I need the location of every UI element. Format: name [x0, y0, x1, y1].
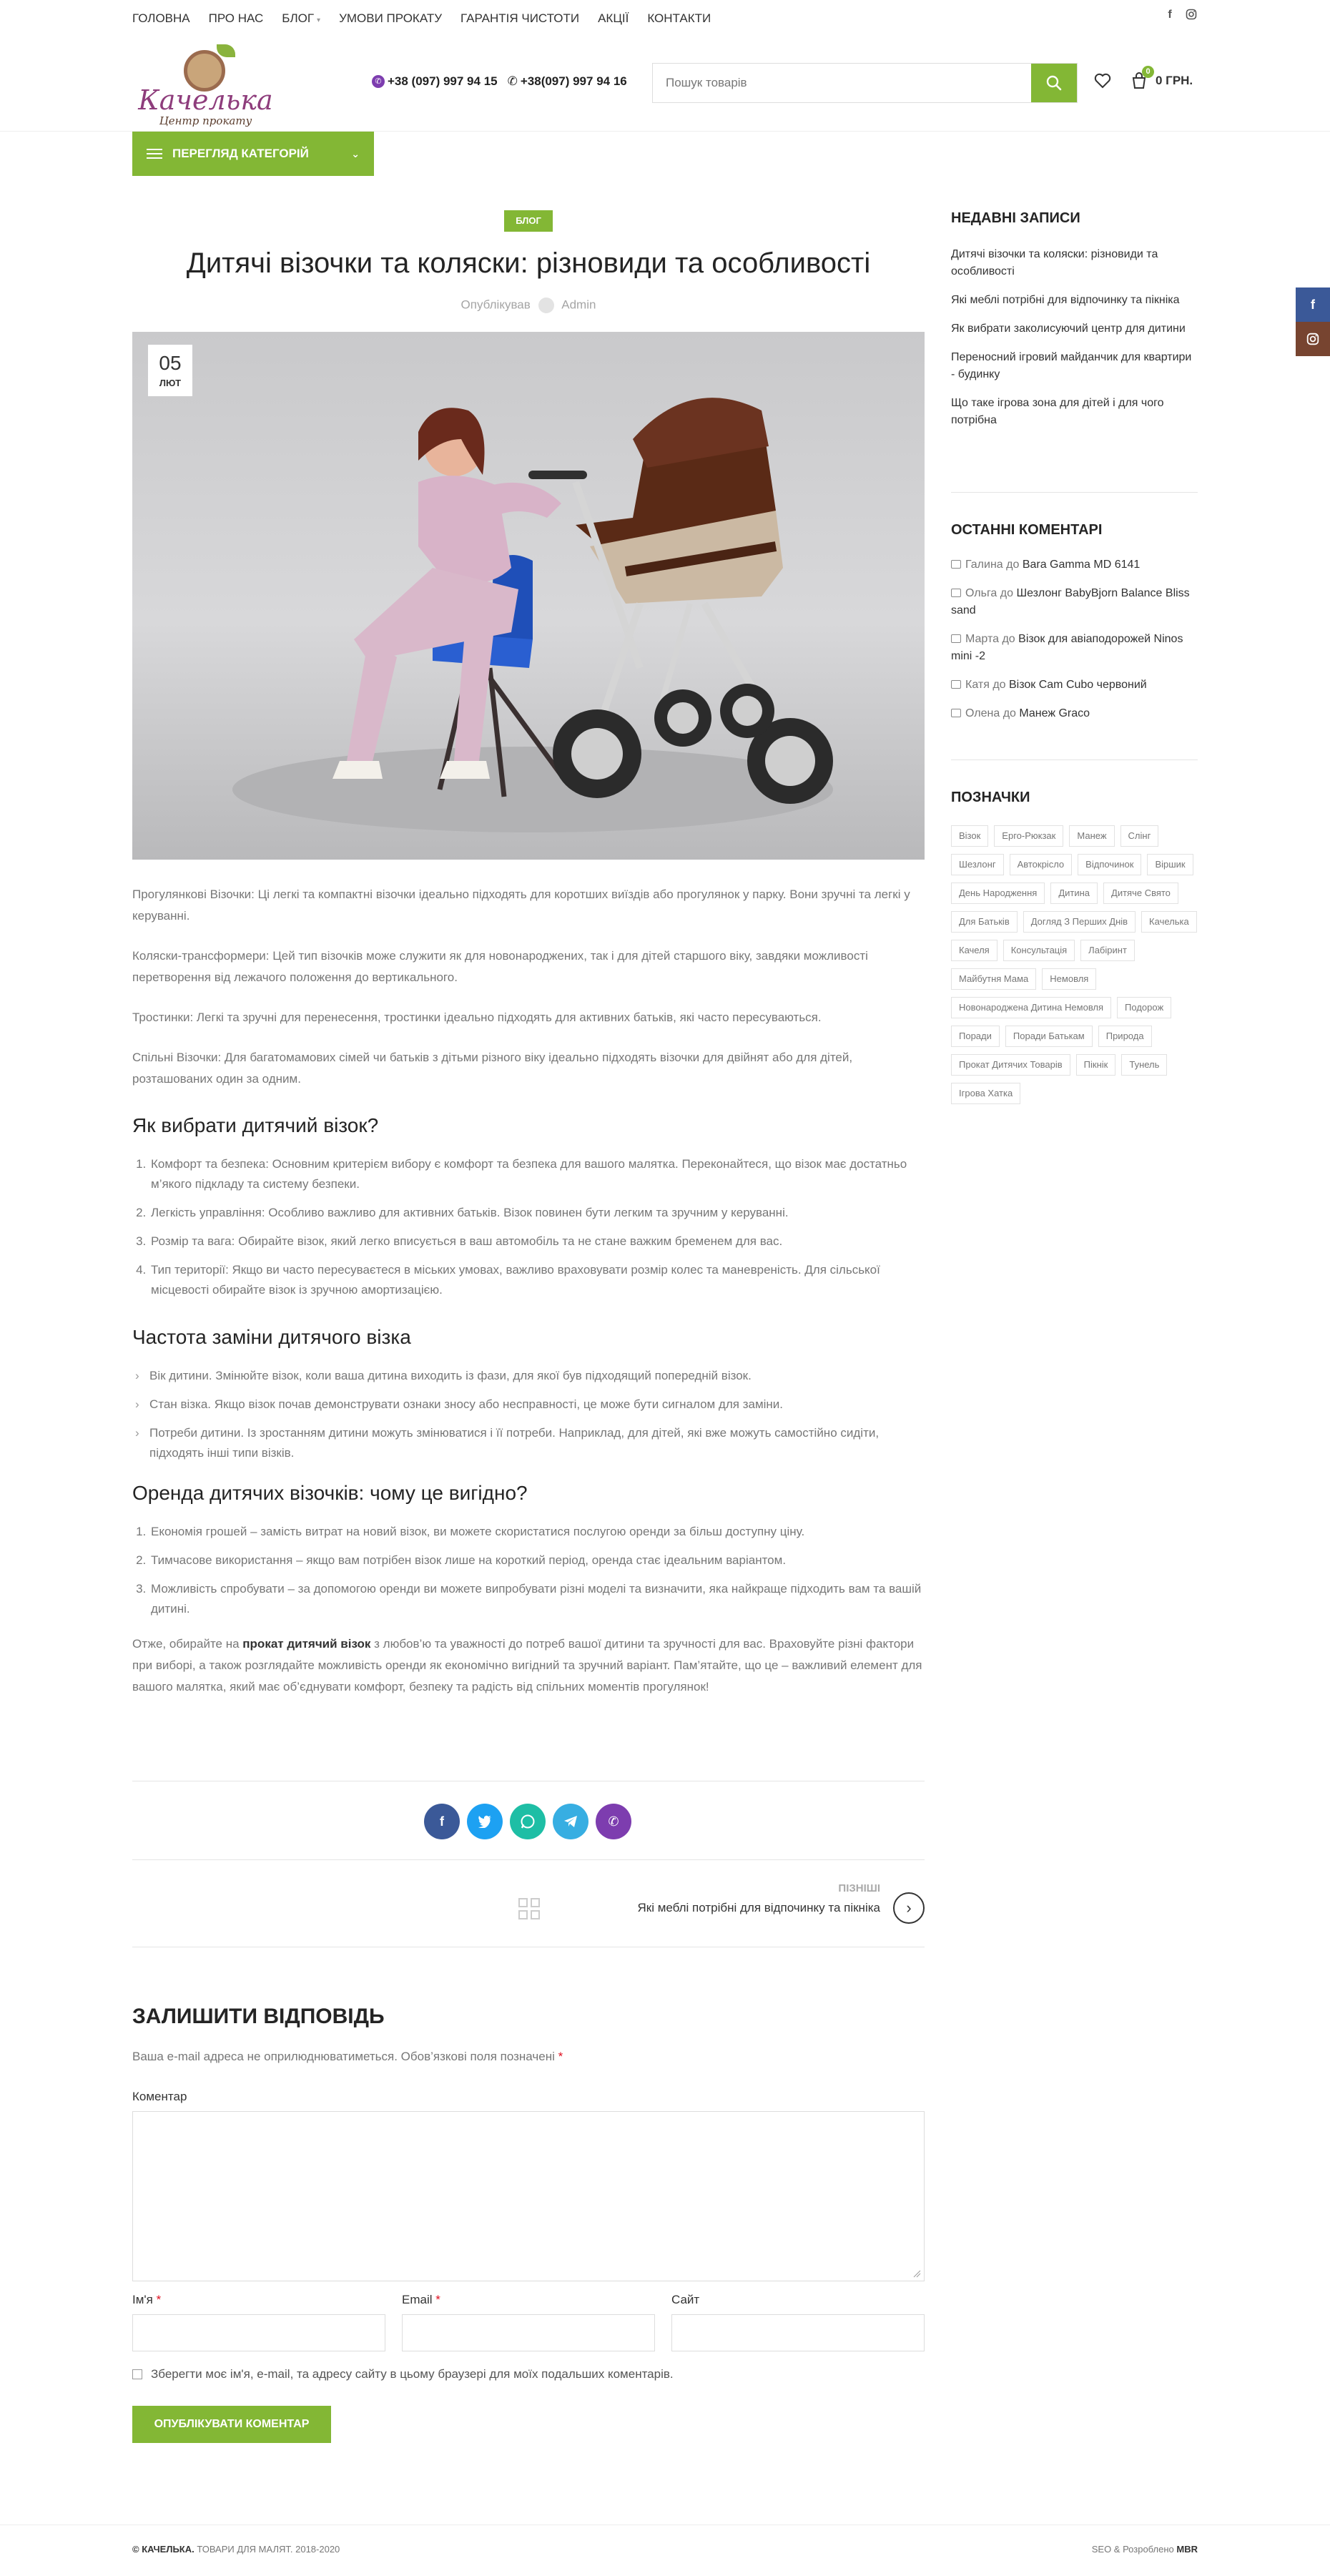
post-date-badge	[148, 345, 192, 396]
tag-link[interactable]: Лабіринт	[1080, 940, 1135, 961]
comment-author: Катя	[965, 679, 990, 691]
developer-credit	[1092, 2544, 1198, 2555]
post-featured-image	[132, 332, 925, 860]
facebook-icon[interactable]: f	[1168, 9, 1172, 21]
all-posts-grid-icon[interactable]	[518, 1898, 540, 1919]
list-item: 1. Економія грошей – замість витрат на новий візок, ви можете скористатися послугою оренди за більш доступну ціну.	[149, 1522, 925, 1542]
floating-social-bar	[1296, 287, 1330, 356]
comment-notes	[132, 2050, 563, 2064]
logo-leaf	[217, 44, 235, 57]
comment-icon	[951, 709, 961, 717]
tag-link[interactable]: Майбутня Мама	[951, 968, 1036, 990]
post-date-day: 05	[159, 352, 182, 374]
logo-name: Качелька	[138, 84, 273, 116]
stroller-rental-link[interactable]: прокат дитячий візок	[242, 1637, 371, 1651]
tag-link[interactable]: Новонароджена Дитина Немовля	[951, 997, 1111, 1018]
chevron-right-icon[interactable]: ›	[893, 1892, 925, 1924]
copyright-text: ТОВАРИ ДЛЯ МАЛЯТ. 2018-2020	[194, 2544, 340, 2555]
copyright-brand[interactable]: © КАЧЕЛЬКА.	[132, 2544, 194, 2555]
comment-sep: до	[1002, 633, 1015, 645]
cart-icon	[1130, 67, 1151, 90]
list-item: 2. Легкість управління: Особливо важливо для активних батьків. Візок повинен бути легким та зручним у керуванні.	[149, 1203, 925, 1223]
share-facebook-icon[interactable]: f	[424, 1804, 460, 1839]
divider	[132, 1859, 925, 1860]
save-info-consent	[132, 2367, 674, 2381]
tag-link[interactable]: Дитина	[1050, 883, 1098, 904]
comment-post-link[interactable]: Візок Cam Cubo червоний	[1009, 679, 1147, 691]
tag-link[interactable]: Немовля	[1042, 968, 1096, 990]
tag-link[interactable]: Автокрісло	[1010, 854, 1073, 875]
header-icons	[1094, 67, 1193, 90]
reply-title: ЗАЛИШИТИ ВІДПОВІДЬ	[132, 2005, 385, 2028]
tag-link[interactable]: Манеж	[1069, 825, 1114, 847]
comment-author: Ольга	[965, 587, 998, 599]
post-meta	[132, 298, 925, 313]
recent-comments-list	[951, 556, 1198, 734]
comment-icon	[951, 589, 961, 597]
comment-notes-text: Ваша e-mail адреса не оприлюднюватиметься. Обов’язкові поля позначені	[132, 2050, 555, 2063]
comment-sep: до	[1003, 707, 1016, 719]
recent-post-link[interactable]: Як вибрати заколисуючий центр для дитини	[951, 323, 1186, 335]
top-bar	[0, 0, 1330, 37]
post-date-month: ЛЮТ	[159, 378, 182, 388]
required-mark: *	[156, 2293, 162, 2306]
resize-handle-icon[interactable]	[912, 2269, 921, 2278]
recent-post-link[interactable]: Що таке ігрова зона для дітей і для чого потрібна	[951, 397, 1164, 426]
menu-burger-icon	[147, 146, 162, 162]
tags-title: ПОЗНАЧКИ	[951, 790, 1030, 805]
widget-divider	[951, 759, 1198, 760]
recent-comment	[951, 556, 1198, 574]
browse-categories-label: ПЕРЕГЛЯД КАТЕГОРІЙ	[172, 147, 309, 160]
conclusion-text-a: Отже, обирайте на	[132, 1637, 243, 1651]
post-navigation	[132, 1875, 925, 1954]
nav-item-contacts[interactable]: КОНТАКТИ	[647, 11, 711, 25]
paragraph-strollers: Прогулянкові Візочки: Ці легкі та компактні візочки ідеально підходять для коротших виїздів або прогулянок у парку. Вони зручні та легкі у керуванні.	[132, 888, 910, 923]
site-header	[0, 37, 1330, 132]
comment-icon	[951, 560, 961, 569]
nav-item-home[interactable]: ГОЛОВНА	[132, 11, 190, 25]
email-label	[402, 2293, 440, 2307]
paragraph-conclusion	[132, 1633, 925, 1698]
top-social-links	[1163, 9, 1198, 21]
comment-icon	[951, 634, 961, 643]
comment-post-link[interactable]: Манеж Graco	[1019, 707, 1090, 719]
search-icon	[1046, 75, 1062, 91]
recent-comment	[951, 585, 1198, 619]
post-category-badge[interactable]: БЛОГ	[504, 210, 553, 232]
tag-link[interactable]: Пікнік	[1076, 1054, 1116, 1076]
site-footer	[0, 2525, 1330, 2576]
comment-author: Галина	[965, 559, 1003, 571]
recent-posts-list	[951, 246, 1198, 441]
tag-link[interactable]: Природа	[1098, 1026, 1152, 1047]
name-label-text: Ім'я	[132, 2293, 153, 2306]
heading-how-to-choose: Як вибрати дитячий візок?	[132, 1114, 379, 1136]
share-buttons	[424, 1804, 631, 1839]
tag-link[interactable]: Тунель	[1121, 1054, 1167, 1076]
credit-text: SEO & Розроблено	[1091, 2544, 1177, 2555]
site-input[interactable]	[671, 2314, 925, 2351]
tag-link[interactable]: Подорож	[1117, 997, 1171, 1018]
heading-rent: Оренда дитячих візочків: чому це вигідно?	[132, 1482, 528, 1504]
conclusion-text-b: з любов’ю та уважності до потреб вашої дитини та зручності для вас. Враховуйте різні фактори при виборі, а також розглядайте можливість оренди як економічно вигідний та зручний варіант. Пам’ятайте, що це – важливий елемент для вашого малятка, який має об’єднувати комфорт, безпеку та радість від спільних моментів прогулянок!	[132, 1637, 922, 1693]
recent-comment	[951, 705, 1198, 722]
tag-link[interactable]: Качелька	[1141, 911, 1197, 933]
tag-link[interactable]: Поради Батькам	[1005, 1026, 1093, 1047]
stroller-photo	[132, 332, 925, 860]
list-item: 3. Можливість спробувати – за допомогою оренди ви можете випробувати різні моделі та визначити, яка найкраще підходить вам та вашій дитині.	[149, 1579, 925, 1619]
comment-post-link[interactable]: Bara Gamma MD 6141	[1022, 559, 1141, 571]
tag-link[interactable]: Шезлонг	[951, 854, 1004, 875]
email-input[interactable]	[402, 2314, 655, 2351]
phone-1: +38 (097) 997 94 15	[388, 74, 498, 88]
tag-cloud	[951, 825, 1198, 1104]
required-mark: *	[558, 2050, 563, 2063]
comment-post-link[interactable]: Візок для авіаподорожей Ninos mini -2	[951, 633, 1183, 662]
recent-post-link[interactable]: Які меблі потрібні для відпочинку та пікніка	[951, 294, 1180, 306]
required-mark: *	[435, 2293, 440, 2306]
frequency-list	[132, 1366, 925, 1472]
next-post-title[interactable]: Які меблі потрібні для відпочинку та пікніка	[637, 1901, 880, 1914]
tag-link[interactable]: Віршик	[1147, 854, 1193, 875]
name-label	[132, 2293, 161, 2307]
tag-link[interactable]: Качеля	[951, 940, 998, 961]
comment-author: Марта	[965, 633, 999, 645]
cart-button[interactable]	[1130, 67, 1193, 90]
consent-text: Зберегти моє ім'я, e-mail, та адресу сайту в цьому браузері для моїх подальших коментарів.	[151, 2367, 674, 2381]
cart-count-badge: 0	[1142, 66, 1154, 78]
tag-link[interactable]: Догляд З Перших Днів	[1023, 911, 1136, 933]
comment-sep: до	[1000, 587, 1014, 599]
wishlist-heart-icon[interactable]	[1094, 73, 1111, 89]
list-item: 3. Розмір та вага: Обирайте візок, який легко вписується в ваш автомобіль та не стане важким бременем для вас.	[149, 1232, 925, 1252]
tag-link[interactable]: Ерго-Рюкзак	[994, 825, 1063, 847]
nav-item-cleanliness[interactable]: ГАРАНТІЯ ЧИСТОТИ	[460, 11, 580, 25]
post-title: Дитячі візочки та коляски: різновиди та особливості	[186, 247, 871, 279]
nav-item-about[interactable]: ПРО НАС	[208, 11, 264, 25]
site-logo[interactable]	[132, 44, 279, 127]
cart-total: 0 ГРН.	[1156, 74, 1193, 87]
recent-comment	[951, 677, 1198, 694]
search-input[interactable]: Пошук товарів	[666, 76, 747, 89]
site-label: Сайт	[671, 2293, 700, 2306]
chevron-down-icon: ⌄	[351, 147, 360, 159]
credit-brand[interactable]: MBR	[1176, 2544, 1198, 2555]
tag-link[interactable]: Ігрова Хатка	[951, 1083, 1020, 1104]
recent-comment	[951, 631, 1198, 665]
tag-link[interactable]: День Народження	[951, 883, 1045, 904]
tag-link[interactable]: Візок	[951, 825, 988, 847]
consent-checkbox[interactable]	[132, 2369, 142, 2379]
phone-numbers	[372, 74, 627, 89]
tag-link[interactable]: Слінг	[1120, 825, 1159, 847]
tag-link[interactable]: Консультація	[1003, 940, 1075, 961]
recent-post-link[interactable]: Переносний ігровий майданчик для квартири - будинку	[951, 351, 1192, 380]
top-navigation	[132, 0, 729, 37]
share-telegram-icon[interactable]	[553, 1804, 588, 1839]
post-author[interactable]: Admin	[561, 298, 596, 312]
author-avatar	[538, 298, 554, 313]
phone-mobile[interactable]	[508, 74, 627, 89]
tag-link[interactable]: Дитяче Свято	[1103, 883, 1178, 904]
list-item: › Вік дитини. Змінюйте візок, коли ваша дитина виходить із фази, для якої був підходящий попередній візок.	[132, 1366, 925, 1386]
recent-posts-title: НЕДАВНІ ЗАПИСИ	[951, 210, 1080, 226]
nav-item-blog[interactable]	[282, 11, 320, 26]
tag-link[interactable]: Поради	[951, 1026, 1000, 1047]
phone-viber[interactable]	[372, 74, 498, 89]
nav-item-promotions[interactable]: АКЦІЇ	[598, 11, 629, 25]
floating-instagram-icon[interactable]	[1296, 322, 1330, 356]
browse-categories-button[interactable]	[132, 132, 374, 176]
list-item: › Потреби дитини. Із зростанням дитини можуть змінюватися і її потреби. Наприклад, для дітей, які вже можуть самостійно сидіти, підходять інші типи візків.	[132, 1423, 925, 1463]
share-viber-icon[interactable]: ✆	[596, 1804, 631, 1839]
widget-divider	[951, 492, 1198, 493]
phone-2: +38(097) 997 94 16	[520, 74, 627, 88]
share-whatsapp-icon[interactable]	[510, 1804, 546, 1839]
instagram-icon[interactable]	[1185, 9, 1198, 21]
next-post-label: ПІЗНІШІ	[838, 1882, 880, 1894]
name-input[interactable]	[132, 2314, 385, 2351]
recent-post-link[interactable]: Дитячі візочки та коляски: різновиди та особливості	[951, 248, 1158, 277]
list-item: › Стан візка. Якщо візок почав демонструвати ознаки зносу або несправності, це може бути сигналом для заміни.	[132, 1395, 925, 1415]
list-item: 4. Тип території: Якщо ви часто пересуваєтеся в міських умовах, важливо враховувати розмір колес та маневреність. Для сільської місцевості обирайте візок із зручною амортизацією.	[149, 1260, 925, 1300]
logo-tagline: Центр прокату	[159, 114, 252, 127]
share-twitter-icon[interactable]	[467, 1804, 503, 1839]
phone-icon: ✆	[507, 74, 518, 88]
search-button[interactable]	[1031, 64, 1077, 102]
comment-sep: до	[1006, 559, 1020, 571]
comment-textarea[interactable]	[132, 2111, 925, 2281]
nav-item-rental-terms[interactable]: УМОВИ ПРОКАТУ	[339, 11, 443, 25]
post-meta-prefix: Опублікував	[460, 298, 531, 312]
heading-replacement-frequency: Частота заміни дитячого візка	[132, 1326, 411, 1348]
recent-comments-title: ОСТАННІ КОМЕНТАРІ	[951, 522, 1103, 538]
submit-comment-button[interactable]: ОПУБЛІКУВАТИ КОМЕНТАР	[132, 2406, 331, 2443]
choose-list	[132, 1154, 925, 1309]
paragraph-shared: Спільні Візочки: Для багатомамових сімей чи батьків з дітьми різного віку ідеально підходять візочки для двійнят або для дітей, розташованих один за одним.	[132, 1051, 853, 1086]
rent-list	[132, 1522, 925, 1628]
floating-facebook-icon[interactable]: f	[1296, 287, 1330, 322]
viber-icon: ✆	[372, 75, 385, 88]
list-item: 1. Комфорт та безпека: Основним критерієм вибору є комфорт та безпека для вашого малятка. Переконайтеся, що візок має достатньо м’якого підкладу та систему безпеки.	[149, 1154, 925, 1194]
list-item: 2. Тимчасове використання – якщо вам потрібен візок лише на короткий період, оренда стає ідеальним варіантом.	[149, 1550, 925, 1570]
comment-sep: до	[992, 679, 1006, 691]
chevron-down-icon: ▾	[317, 16, 321, 24]
paragraph-canes: Тростинки: Легкі та зручні для перенесення, тростинки ідеально підходять для активних батьків, які часто пересуваються.	[132, 1011, 822, 1024]
comment-author: Олена	[965, 707, 1000, 719]
tag-link[interactable]: Відпочинок	[1078, 854, 1141, 875]
tag-link[interactable]: Прокат Дитячих Товарів	[951, 1054, 1070, 1076]
comment-label: Коментар	[132, 2090, 187, 2103]
paragraph-transformers: Коляски-трансформери: Цей тип візочків може служити як для новонароджених, так і для дітей старшого віку, завдяки можливості перетворення від лежачого положення до вертикального.	[132, 949, 868, 984]
nav-item-blog-label: БЛОГ	[282, 11, 315, 25]
comment-post-link[interactable]: Шезлонг BabyBjorn Balance Bliss sand	[951, 587, 1190, 616]
tag-link[interactable]: Для Батьків	[951, 911, 1018, 933]
copyright	[132, 2544, 340, 2555]
search-form	[652, 63, 1078, 103]
comment-icon	[951, 680, 961, 689]
email-label-text: Email	[402, 2293, 433, 2306]
